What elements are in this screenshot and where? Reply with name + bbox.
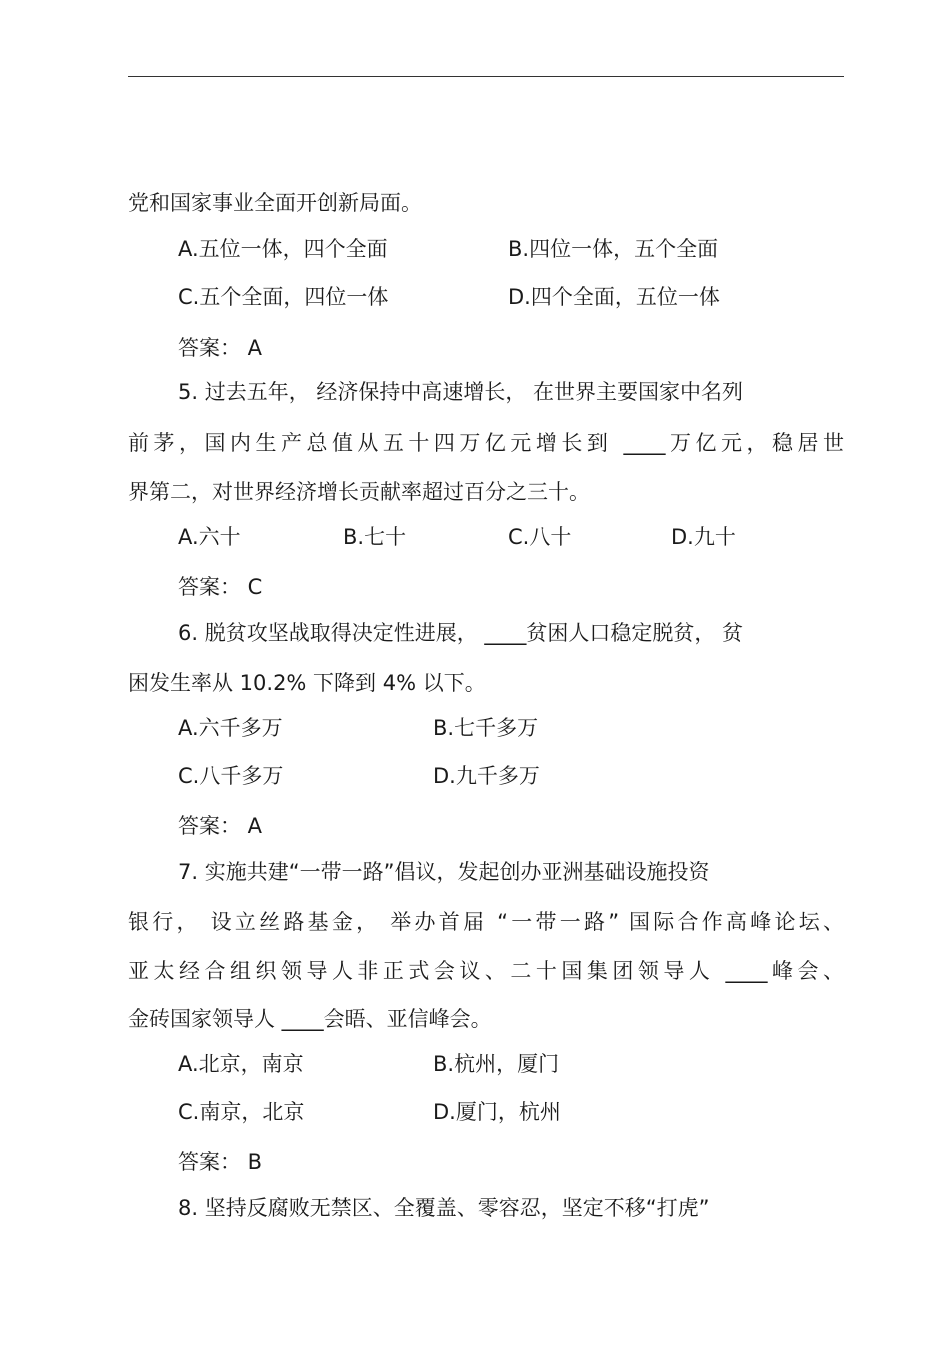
q7-text-line1: 7. 实施共建“一带一路”倡议，发起创办亚洲基础设施投资	[178, 860, 710, 884]
q4-option-b: B.四位一体，五个全面	[508, 237, 719, 261]
q7-option-c: C.南京，北京	[178, 1100, 305, 1124]
q6-option-d: D.九千多万	[433, 764, 540, 788]
q5-text-line1: 5. 过去五年， 经济保持中高速增长， 在世界主要国家中名列	[178, 380, 744, 404]
q7-option-b: B.杭州，厦门	[433, 1052, 560, 1076]
q6-option-b: B.七千多万	[433, 716, 539, 740]
q5-option-c: C.八十	[508, 525, 572, 549]
q4-answer: 答案： A	[178, 336, 263, 360]
q8-text-line1: 8. 坚持反腐败无禁区、全覆盖、零容忍，坚定不移“打虎”	[178, 1196, 710, 1220]
q7-option-a: A.北京，南京	[178, 1052, 304, 1076]
q5-option-b: B.七十	[343, 525, 407, 549]
q6-option-c: C.八千多万	[178, 764, 284, 788]
q7-text-line2: 银行， 设立丝路基金， 举办首届 “一带一路” 国际合作高峰论坛、	[128, 910, 844, 934]
q6-option-a: A.六千多万	[178, 716, 283, 740]
q4-text-tail: 党和国家事业全面开创新局面。	[128, 191, 422, 215]
q7-text-line3: 亚太经合组织领导人非正式会议、二十国集团领导人 ____峰会、	[128, 959, 844, 983]
q5-answer: 答案： C	[178, 575, 263, 599]
q4-option-d: D.四个全面，五位一体	[508, 285, 720, 309]
q4-option-a: A.五位一体，四个全面	[178, 237, 388, 261]
header-rule	[128, 76, 844, 77]
q5-option-a: A.六十	[178, 525, 241, 549]
q6-text-line2: 困发生率从 10.2% 下降到 4% 以下。	[128, 671, 486, 695]
q5-text-line2: 前茅，国内生产总值从五十四万亿元增长到 ____万亿元，稳居世	[128, 431, 844, 455]
q5-text-line3: 界第二，对世界经济增长贡献率超过百分之三十。	[128, 480, 590, 504]
q4-option-c: C.五个全面，四位一体	[178, 285, 389, 309]
q6-answer: 答案： A	[178, 814, 263, 838]
q5-option-d: D.九十	[671, 525, 736, 549]
q6-text-line1: 6. 脱贫攻坚战取得决定性进展， ____贫困人口稳定脱贫， 贫	[178, 621, 744, 645]
q7-text-line4: 金砖国家领导人 ____会晤、亚信峰会。	[128, 1007, 492, 1031]
q7-option-d: D.厦门，杭州	[433, 1100, 561, 1124]
q7-answer: 答案： B	[178, 1150, 263, 1174]
